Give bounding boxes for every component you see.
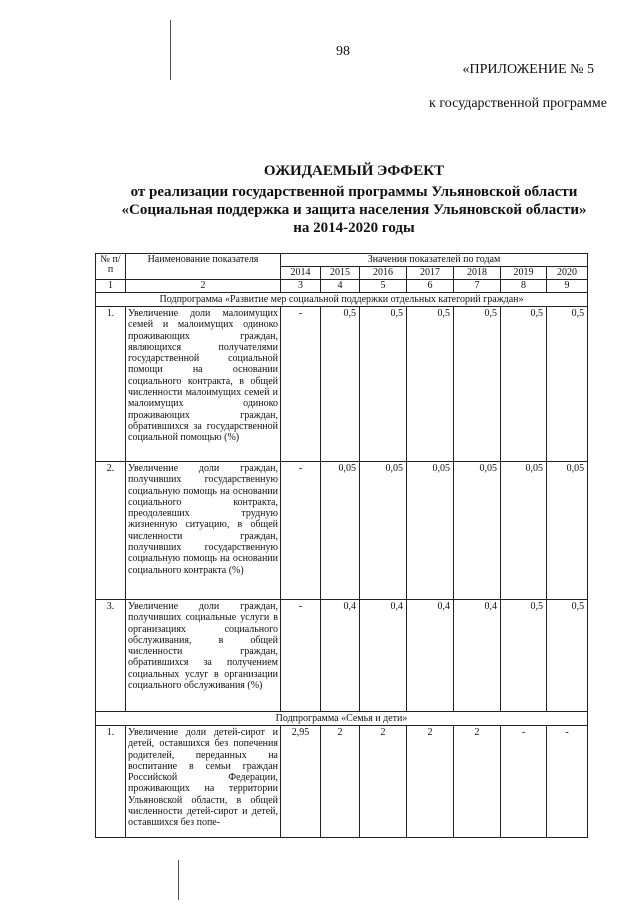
column-number: 4 (321, 280, 360, 293)
value-cell: 0,5 (547, 600, 588, 712)
document-title: ОЖИДАЕМЫЙ ЭФФЕКТ (263, 163, 445, 179)
table-row (96, 307, 588, 462)
year-header: 2020 (547, 267, 588, 280)
indicator-name: Увеличение доли малоимущих семей и малоимущих одиноко проживающих граждан, являющихся получателями государственной социальной помощи на основании социального контракта, в общей численности малоимущих семей и малоимущих одиноко проживающих граждан, обратившихся за государственной социальной помощью (%) (126, 307, 281, 462)
value-cell: 0,05 (407, 462, 454, 600)
document-subtitle-line-3: на 2014-2020 годы (293, 220, 415, 236)
column-number: 2 (126, 280, 281, 293)
value-cell: 0,5 (501, 600, 547, 712)
value-cell: - (281, 307, 321, 462)
value-cell: 0,5 (360, 307, 407, 462)
value-cell: 2 (407, 726, 454, 838)
section-row (96, 712, 588, 726)
value-cell: 0,05 (360, 462, 407, 600)
page-number: 98 (336, 44, 350, 59)
value-cell: 0,4 (321, 600, 360, 712)
value-cell: 0,4 (407, 600, 454, 712)
value-cell: 2,95 (281, 726, 321, 838)
row-number: 2. (96, 462, 126, 600)
year-header: 2018 (454, 267, 501, 280)
value-cell: 2 (360, 726, 407, 838)
value-cell: 0,5 (501, 307, 547, 462)
value-cell: 0,05 (501, 462, 547, 600)
header-row-number: № п/п (96, 254, 126, 280)
document-subtitle-line-2: «Социальная поддержка и защита населения Ульяновской области» (121, 202, 587, 218)
column-number-row (96, 280, 588, 293)
value-cell: 2 (321, 726, 360, 838)
column-number: 9 (547, 280, 588, 293)
header-indicator-name: Наименование показателя (126, 254, 281, 280)
row-number: 1. (96, 726, 126, 838)
value-cell: - (547, 726, 588, 838)
value-cell: - (501, 726, 547, 838)
value-cell: 0,5 (321, 307, 360, 462)
table-row (96, 600, 588, 712)
document-subtitle-line-1: от реализации государственной программы Ульяновской области (130, 184, 578, 200)
section-title: Подпрограмма «Семья и дети» (96, 712, 588, 726)
value-cell: - (281, 462, 321, 600)
column-number: 6 (407, 280, 454, 293)
row-number: 1. (96, 307, 126, 462)
expected-effect-table (95, 253, 588, 838)
column-number: 3 (281, 280, 321, 293)
column-number: 8 (501, 280, 547, 293)
table-row (96, 726, 588, 838)
value-cell: 0,5 (407, 307, 454, 462)
value-cell: 2 (454, 726, 501, 838)
value-cell: 0,05 (454, 462, 501, 600)
indicator-name: Увеличение доли граждан, получивших государственную социальную помощь на основании социального контракта, преодолевших трудную жизненную ситуацию, в общей численности граждан, получивших государственную социальную помощь на основании социального контракта (%) (126, 462, 281, 600)
indicator-name: Увеличение доли граждан, получивших социальные услуги в организациях социального обслуживания, в общей численности граждан, обратившихся за получением социальных услуг в организации социального обслуживания (%) (126, 600, 281, 712)
value-cell: 0,05 (321, 462, 360, 600)
value-cell: 0,4 (360, 600, 407, 712)
column-number: 5 (360, 280, 407, 293)
value-cell: 0,05 (547, 462, 588, 600)
section-title: Подпрограмма «Развитие мер социальной поддержки отдельных категорий граждан» (96, 293, 588, 307)
year-header: 2014 (281, 267, 321, 280)
year-header: 2017 (407, 267, 454, 280)
value-cell: - (281, 600, 321, 712)
header-values-by-year: Значения показателей по годам (281, 254, 588, 267)
year-header: 2015 (321, 267, 360, 280)
column-number: 1 (96, 280, 126, 293)
column-number: 7 (454, 280, 501, 293)
table-row (96, 462, 588, 600)
indicator-name: Увеличение доли детей-сирот и детей, оставшихся без попечения родителей, переданных на воспитание в семьи граждан Российской Федерации, проживающих на территории Ульяновской области, в общей численности детей-сирот и детей, оставшихся без попе- (126, 726, 281, 838)
year-header: 2019 (501, 267, 547, 280)
row-number: 3. (96, 600, 126, 712)
value-cell: 0,5 (454, 307, 501, 462)
title-block (0, 163, 640, 237)
program-reference: к государственной программе (429, 96, 607, 111)
value-cell: 0,4 (454, 600, 501, 712)
value-cell: 0,5 (547, 307, 588, 462)
appendix-label: «ПРИЛОЖЕНИЕ № 5 (462, 62, 594, 77)
section-row (96, 293, 588, 307)
scan-artifact-line (170, 20, 171, 80)
year-header: 2016 (360, 267, 407, 280)
scan-artifact-line (178, 860, 179, 900)
